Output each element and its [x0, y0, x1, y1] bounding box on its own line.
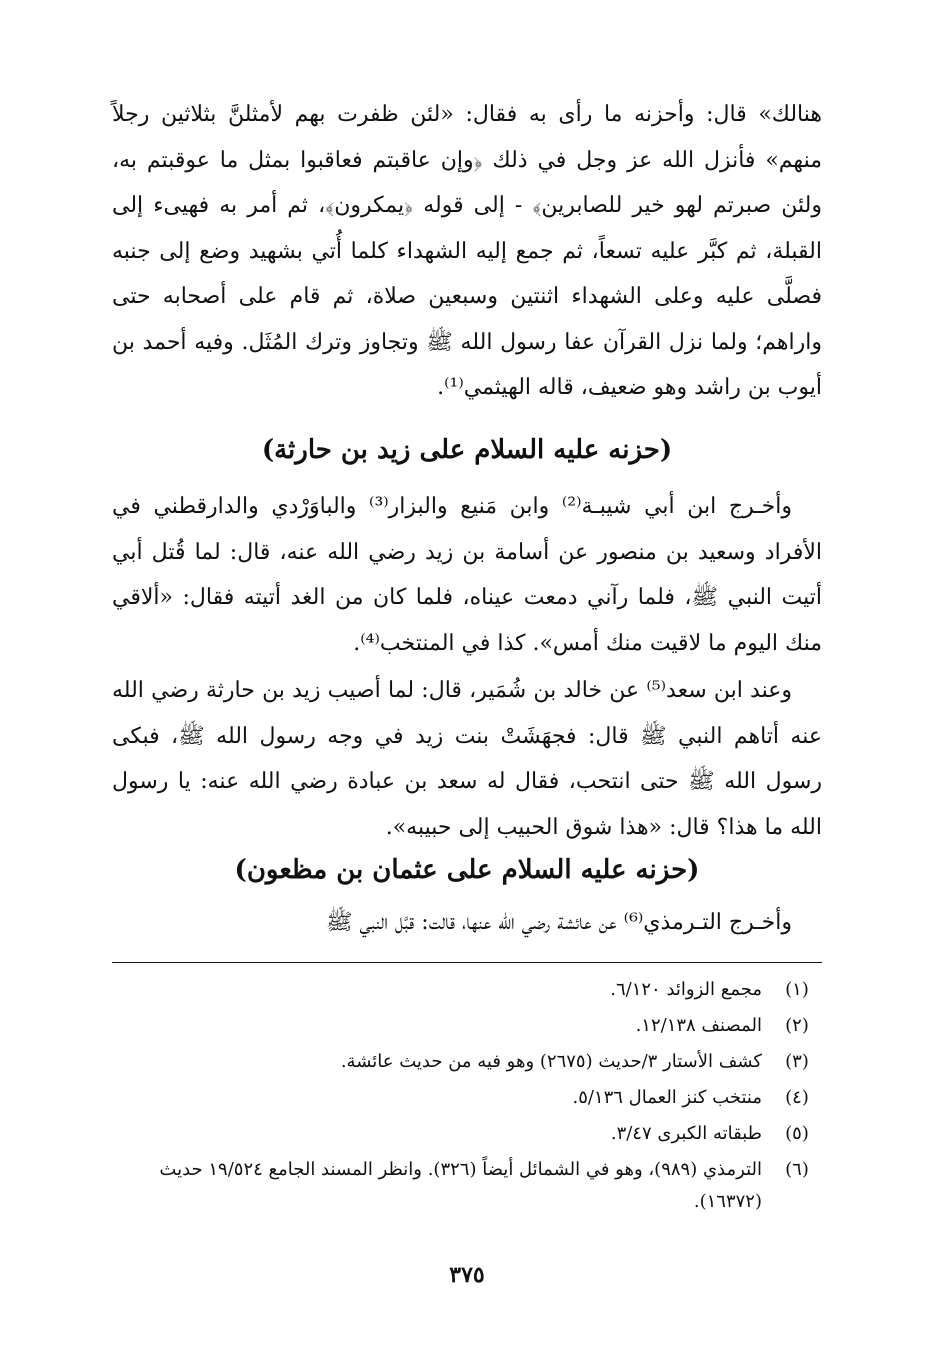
- footnote-item: [112, 1010, 822, 1042]
- paragraph-uthman: وأخـرج التـرمذي⁽⁶⁾ عن عائشة رضي الله عنها، قالت: قبَّل النبي ﷺ: [325, 910, 792, 935]
- footnote-text: منتخب كنز العمال ٥/١٣٦.: [572, 1087, 762, 1108]
- paragraph-zaid-1: وأخـرج ابن أبي شيبـة⁽²⁾ وابن مَنيع والبزار⁽³⁾ والباوَرْدي والدارقطني في الأفراد وسعيد بن منصور عن أسامة بن زيد رضي الله عنه، قال: لما قُتل أبي أتيت النبي ﷺ، فلما رآني دمعت عيناه، فلما كان من الغد أتيته فقال: «ألاقي منك اليوم ما لاقيت منك أمس». كذا في المنتخب⁽⁴⁾.: [112, 494, 822, 656]
- footnote-number: (١): [785, 979, 809, 1000]
- footnotes-list: [112, 974, 822, 1222]
- footnote-text: كشف الأستار ٣/حديث (٢٦٧٥) وهو فيه من حديث عائشة.: [340, 1051, 762, 1072]
- footnote-number: (٦): [785, 1159, 809, 1180]
- footnote-text: الترمذي (٩٨٩)، وهو في الشمائل أيضاً (٣٢٦). وانظر المسند الجامع ١٩/٥٢٤ حديث (١٦٣٧٢).: [159, 1159, 762, 1212]
- footnote-divider: [112, 962, 822, 963]
- footnote-item: [112, 1046, 822, 1078]
- section-heading-uthman: (حزنه عليه السلام على عثمان بن مظعون): [234, 855, 700, 885]
- paragraph-zaid-2: وعند ابن سعد⁽⁵⁾ عن خالد بن شُمَير، قال: لما أصيب زيد بن حارثة رضي الله عنه أتاهم النبي ﷺ قال: فجهَشَتْ بنت زيد في وجه رسول الله ﷺ، فبكى رسول الله ﷺ حتى انتحب، فقال له سعد بن عبادة رضي الله عنه: يا رسول الله ما هذا؟ قال: «هذا شوق الحبيب إلى حبيبه».: [112, 678, 822, 840]
- footnote-number: (٤): [785, 1087, 809, 1108]
- footnote-number: (٢): [785, 1015, 809, 1036]
- footnote-text: طبقاته الكبرى ٣/٤٧.: [610, 1123, 762, 1144]
- footnote-item: [112, 1082, 822, 1114]
- footnote-text: المصنف ١٢/١٣٨.: [635, 1015, 762, 1036]
- footnote-item: [112, 1154, 822, 1218]
- footnote-text: مجمع الزوائد ٦/١٢٠.: [610, 979, 762, 1000]
- section-heading-zaid: (حزنه عليه السلام على زيد بن حارثة): [261, 435, 673, 465]
- footnote-item: [112, 1118, 822, 1150]
- footnote-number: (٥): [785, 1123, 809, 1144]
- page-number: ٣٧٥: [449, 1262, 485, 1288]
- footnote-item: [112, 974, 822, 1006]
- paragraph-intro: هنالك» قال: وأحزنه ما رأى به فقال: «لئن ظفرت بهم لأمثلنَّ بثلاثين رجلاً منهم» فأنزل الله عز وجل في ذلك ﴿وإن عاقبتم فعاقبوا بمثل ما عوقبتم به، ولئن صبرتم لهو خير للصابرين﴾ - إلى قوله ﴿يمكرون﴾، ثم أمر به فهيىء إلى القبلة، ثم كبَّر عليه تسعاً، ثم جمع إليه الشهداء كلما أُتي بشهيد وضع إلى جنبه فصلَّى عليه وعلى الشهداء اثنتين وسبعين صلاة، ثم قام على أصحابه حتى واراهم؛ ولما نزل القرآن عفا رسول الله ﷺ وتجاوز وترك المُثَل. وفيه أحمد بن أيوب بن راشد وهو ضعيف، قاله الهيثمي⁽¹⁾.: [112, 102, 823, 400]
- footnote-number: (٣): [785, 1051, 809, 1072]
